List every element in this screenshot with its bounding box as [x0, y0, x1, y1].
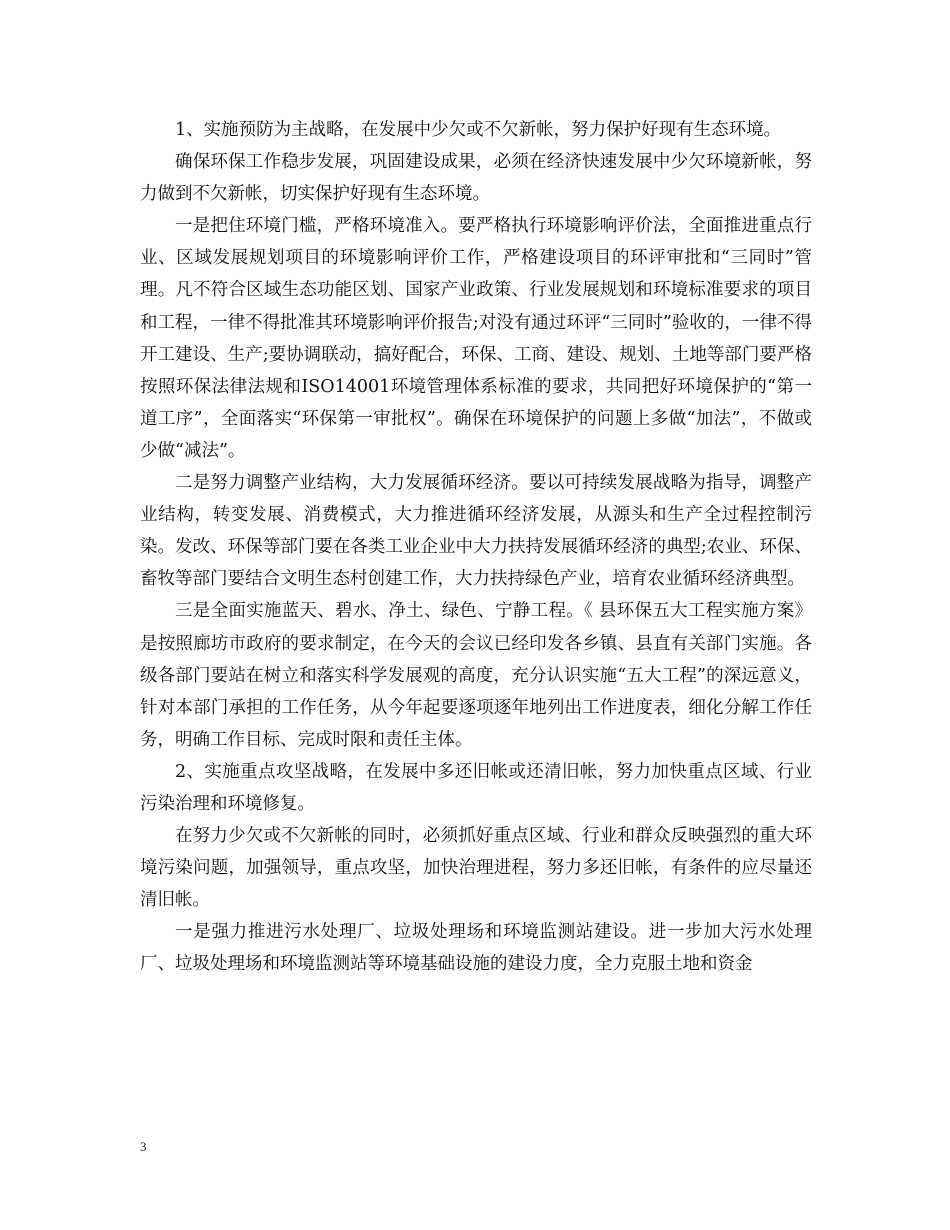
paragraph-7: 在努力少欠或不欠新帐的同时，必须抓好重点区域、行业和群众反映强烈的重大环境污染问题，加强领导，重点攻坚，加快治理进程，努力多还旧帐，有条件的应尽量还清旧帐。	[140, 826, 812, 911]
paragraph-6: 2、实施重点攻坚战略，在发展中多还旧帐或还清旧帐，努力加快重点区域、行业污染治理和环境修复。	[140, 761, 812, 814]
document-body	[140, 114, 812, 981]
paragraph-1: 1、实施预防为主战略，在发展中少欠或不欠新帐，努力保护好现有生态环境。	[175, 120, 782, 140]
paragraph-4: 二是努力调整产业结构，大力发展循环经济。要以可持续发展战略为指导，调整产业结构，转变发展、消费模式，大力推进循环经济发展，从源头和生产全过程控制污染。发改、环保等部门要在各类工业企业中大力扶持发展循环经济的典型;农业、环保、畜牧等部门要结合文明生态村创建工作，大力扶持绿色产业，培育农业循环经济典型。	[140, 473, 812, 590]
paragraph-5: 三是全面实施蓝天、碧水、净土、绿色、宁静工程。《 县环保五大工程实施方案》是按照廊坊市政府的要求制定，在今天的会议已经印发各乡镇、县直有关部门实施。各级各部门要站在树立和落实科学发展观的高度，充分认识实施“五大工程”的深远意义，针对本部门承担的工作任务，从今年起要逐项逐年地列出工作进度表，细化分解工作任务，明确工作目标、完成时限和责任主体。	[140, 601, 812, 750]
page-number: 3	[140, 1139, 147, 1154]
paragraph-2: 确保环保工作稳步发展，巩固建设成果，必须在经济快速发展中少欠环境新帐，努力做到不欠新帐，切实保护好现有生态环境。	[140, 152, 812, 205]
paragraph-8: 一是强力推进污水处理厂、垃圾处理场和环境监测站建设。进一步加大污水处理厂、垃圾处理场和环境监测站等环境基础设施的建设力度，全力克服土地和资金	[140, 922, 812, 975]
paragraph-3: 一是把住环境门槛，严格环境准入。要严格执行环境影响评价法，全面推进重点行业、区域发展规划项目的环境影响评价工作，严格建设项目的环评审批和“三同时”管理。凡不符合区域生态功能区划、国家产业政策、行业发展规划和环境标准要求的项目和工程，一律不得批准其环境影响评价报告;对没有通过环评“三同时”验收的，一律不得开工建设、生产;要协调联动，搞好配合，环保、工商、建设、规划、土地等部门要严格按照环保法律法规和ISO14001环境管理体系标准的要求，共同把好环境保护的“第一道工序”，全面落实“环保第一审批权”。确保在环境保护的问题上多做“加法”，不做或少做“减法”。	[140, 216, 812, 461]
